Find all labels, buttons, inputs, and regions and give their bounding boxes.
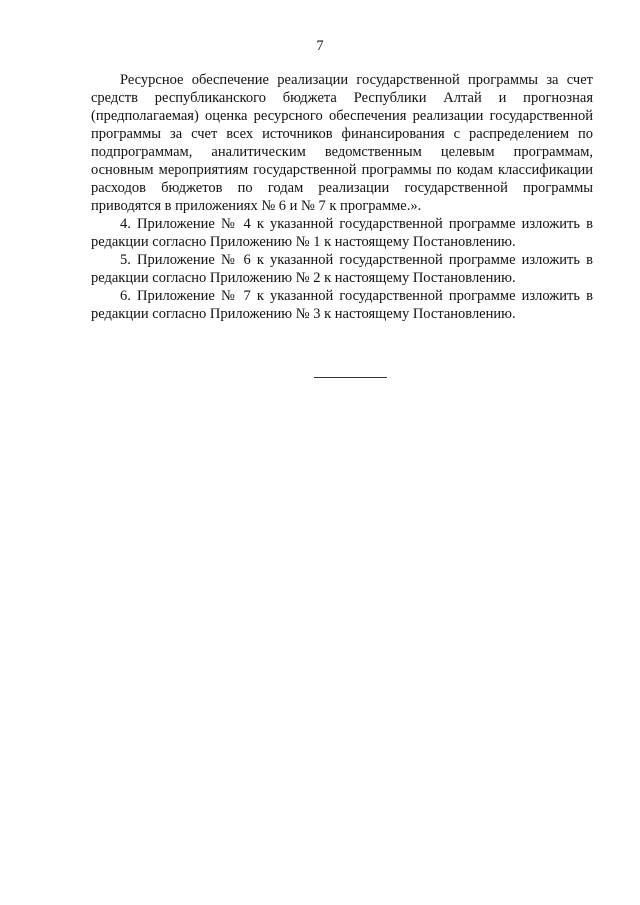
paragraph-item-5: 5. Приложение № 6 к указанной государственной программе изложить в редакции согласно Приложению № 2 к настоящему Постановлению. [91, 252, 593, 286]
end-of-text-rule [314, 377, 387, 378]
document-body [91, 71, 593, 323]
paragraph-item-6: 6. Приложение № 7 к указанной государственной программе изложить в редакции согласно Приложению № 3 к настоящему Постановлению. [91, 288, 593, 322]
page-number: 7 [316, 38, 324, 54]
paragraph-resource-provision: Ресурсное обеспечение реализации государственной программы за счет средств республиканского бюджета Республики Алтай и прогнозная (предполагаемая) оценка ресурсного обеспечения реализации государственной программы за счет всех источников финансирования с распределением по подпрограммам, аналитическим ведомственным целевым программам, основным мероприятиям государственной программы по кодам классификации расходов бюджетов по годам реализации государственной программы приводятся в приложениях № 6 и № 7 к программе.». [91, 72, 593, 214]
paragraph-item-4: 4. Приложение № 4 к указанной государственной программе изложить в редакции согласно Приложению № 1 к настоящему Постановлению. [91, 216, 593, 250]
